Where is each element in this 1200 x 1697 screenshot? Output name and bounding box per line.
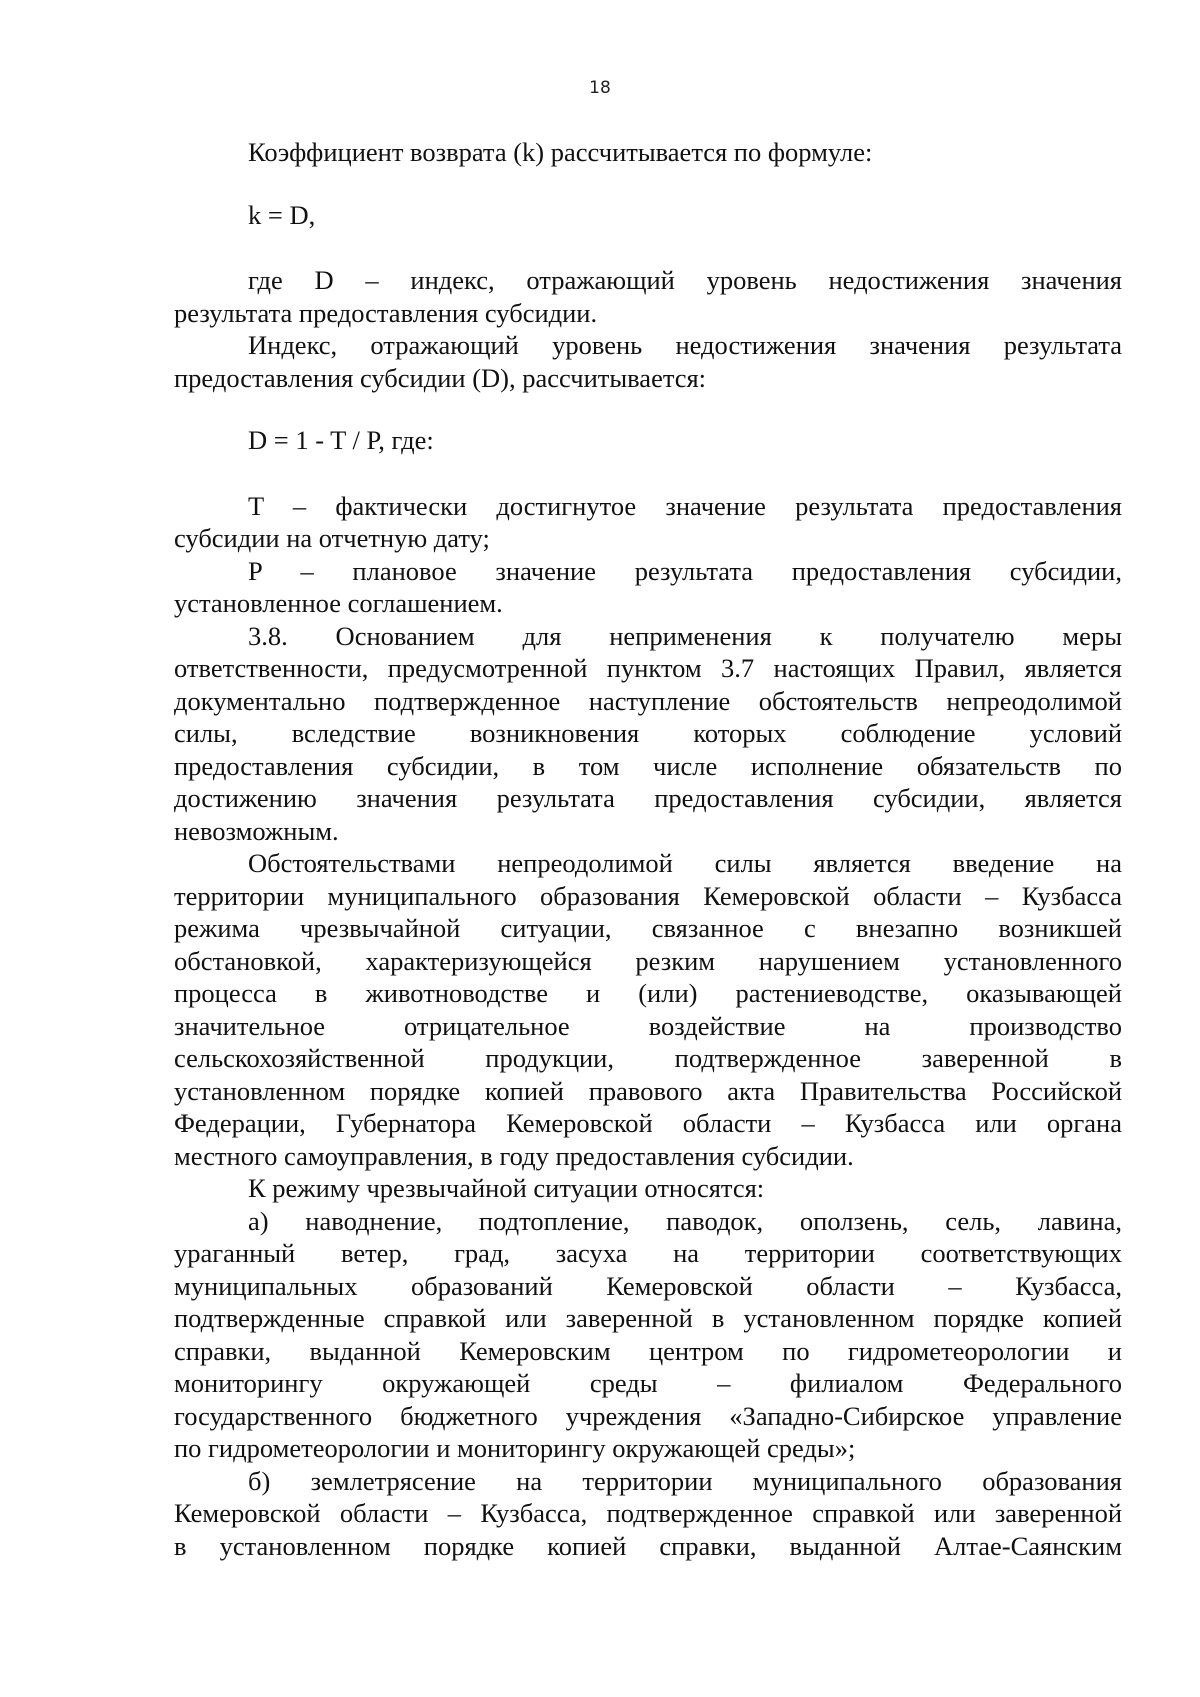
clause-3-8-line-4: силы, вследствие возникновения которых соблюдение условий <box>174 718 1122 748</box>
page-number: 18 <box>589 78 611 98</box>
emergency-intro: К режиму чрезвычайной ситуации относятся: <box>248 1173 765 1203</box>
force-majeure-line-4: обстановкой, характеризующейся резким нарушением установленного <box>174 945 1122 976</box>
document-body <box>174 136 1122 1562</box>
force-majeure-line-1: Обстоятельствами непреодолимой силы является введение на <box>248 848 1122 878</box>
force-majeure-line-10: местного самоуправления, в году предоставления субсидии. <box>174 1140 854 1171</box>
clause-3-8-line-3: документально подтвержденное наступление обстоятельств непреодолимой <box>174 685 1122 716</box>
force-majeure-line-7: сельскохозяйственной продукции, подтвержденное заверенной в <box>174 1043 1122 1073</box>
definition-t-line-1: T – фактически достигнутое значение результата предоставления <box>248 490 1122 521</box>
force-majeure-line-8: установленном порядке копией правового акта Правительства Российской <box>174 1075 1122 1106</box>
item-a-line-3: муниципальных образований Кемеровской области – Кузбасса, <box>174 1270 1122 1301</box>
clause-3-8-line-2: ответственности, предусмотренной пунктом 3.7 настоящих Правил, является <box>174 653 1122 683</box>
force-majeure-line-9: Федерации, Губернатора Кемеровской области – Кузбасса или органа <box>174 1108 1122 1138</box>
clause-3-8-line-1: 3.8. Основанием для неприменения к получателю меры <box>248 620 1122 651</box>
item-b-line-2: Кемеровской области – Кузбасса, подтвержденное справкой или заверенной <box>174 1498 1122 1528</box>
definition-p-line-1: P – плановое значение результата предоставления субсидии, <box>248 555 1122 586</box>
item-a-line-6: мониторингу окружающей среды – филиалом Федерального <box>174 1368 1122 1398</box>
item-a-line-1: а) наводнение, подтопление, паводок, оползень, сель, лавина, <box>248 1205 1122 1236</box>
definition-d-line-2: результата предоставления субсидии. <box>174 297 598 328</box>
index-intro-line-2: предоставления субсидии (D), рассчитывается: <box>174 362 707 393</box>
definition-t-line-2: субсидии на отчетную дату; <box>174 523 490 553</box>
definition-d-line-1: где D – индекс, отражающий уровень недостижения значения <box>248 265 1122 295</box>
item-a-line-4: подтвержденные справкой или заверенной в установленном порядке копией <box>174 1303 1122 1333</box>
force-majeure-line-6: значительное отрицательное воздействие на производство <box>174 1010 1122 1041</box>
formula-k: k = D, <box>248 199 316 230</box>
definition-p-line-2: установленное соглашением. <box>174 588 503 618</box>
index-intro-line-1: Индекс, отражающий уровень недостижения значения результата <box>248 330 1122 360</box>
item-a-line-2: ураганный ветер, град, засуха на территории соответствующих <box>174 1238 1122 1268</box>
item-a-line-8: по гидрометеорологии и мониторингу окружающей среды»; <box>174 1433 856 1463</box>
force-majeure-line-5: процесса в животноводстве и (или) растениеводстве, оказывающей <box>174 978 1122 1008</box>
force-majeure-line-3: режима чрезвычайной ситуации, связанное с внезапно возникшей <box>174 913 1122 943</box>
clause-3-8-line-7: невозможным. <box>174 815 339 846</box>
formula-intro: Коэффициент возврата (k) рассчитывается по формуле: <box>248 137 873 167</box>
item-b-line-1: б) землетрясение на территории муниципального образования <box>248 1465 1122 1496</box>
clause-3-8-line-6: достижению значения результата предоставления субсидии, является <box>174 783 1122 813</box>
force-majeure-line-2: территории муниципального образования Кемеровской области – Кузбасса <box>174 880 1122 911</box>
item-a-line-5: справки, выданной Кемеровским центром по гидрометеорологии и <box>174 1335 1122 1366</box>
clause-3-8-line-5: предоставления субсидии, в том числе исполнение обязательств по <box>174 750 1122 781</box>
item-a-line-7: государственного бюджетного учреждения «Западно-Сибирское управление <box>174 1400 1122 1431</box>
formula-d: D = 1 - T / P, где: <box>248 425 434 455</box>
item-b-line-3: в установленном порядке копией справки, выданной Алтае-Саянским <box>174 1530 1122 1561</box>
